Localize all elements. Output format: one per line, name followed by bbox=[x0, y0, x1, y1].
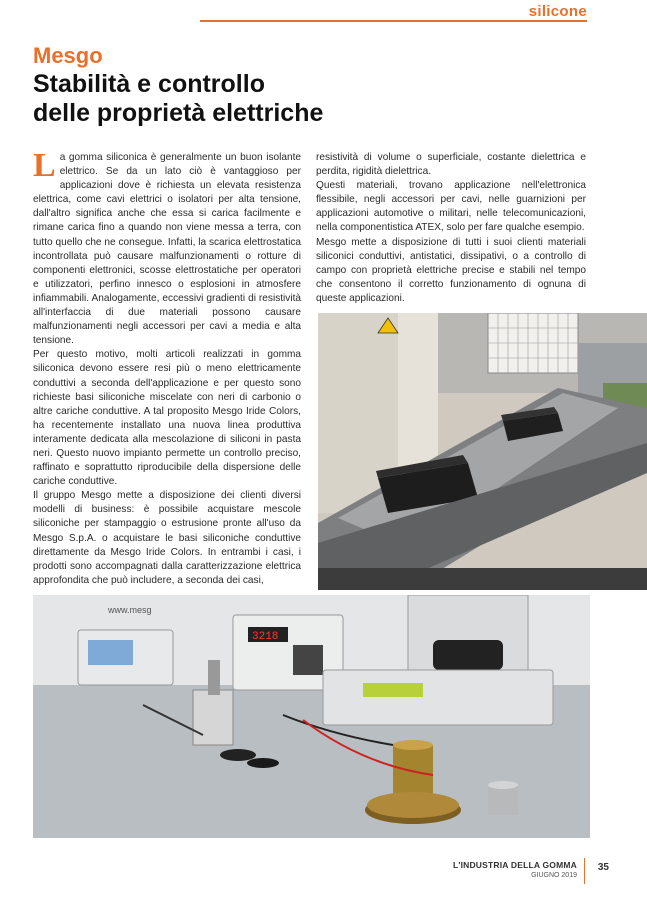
section-label: silicone bbox=[519, 3, 587, 20]
company-name: Mesgo bbox=[33, 43, 103, 68]
conveyor-illustration bbox=[318, 313, 647, 590]
wall-sign-text: www.mesg bbox=[108, 605, 152, 615]
section-rule bbox=[200, 20, 587, 22]
magazine-name: L'INDUSTRIA DELLA GOMMA bbox=[452, 860, 577, 870]
paragraph: Questi materiali, trovano applicazione nell'elettronica flessibile, negli accessori per cavi, nelle guarnizioni per applicazioni automotive o militari, nelle telecomunicazioni, nella componentistica ATEX, solo per fare qualche esempio. bbox=[316, 180, 586, 234]
lab-display-readout: 3218 bbox=[252, 631, 279, 643]
title-line-2: delle proprietà elettriche bbox=[33, 99, 324, 127]
drop-cap: L bbox=[33, 147, 56, 184]
title-line-1: Stabilità e controllo bbox=[33, 70, 265, 98]
article-title bbox=[33, 70, 453, 128]
section-header bbox=[0, 0, 647, 28]
page-footer bbox=[0, 850, 647, 890]
lab-illustration bbox=[33, 595, 590, 838]
paragraph: Per questo motivo, molti articoli realizzati in gomma siliconica devono essere resi più o meno elettricamente conduttivi a seconda dell'applicazione e per questo sono richieste basi siliconiche miscelate con neri di carbonio o altre cariche conduttive. A tal proposito Mesgo Iride Colors, ha recentemente installato una nuova linea produttiva interamente dedicata alla mescolazione di siliconi in pasta neri. Questo nuovo impianto permette un controllo preciso, raffinato e soprattutto riproducibile della dispersione delle cariche conduttive. bbox=[33, 349, 301, 488]
page-number: 35 bbox=[597, 862, 609, 873]
paragraph: resistività di volume o superficiale, costante dielettrica e perdita, rigidità dielettrica. bbox=[316, 152, 586, 178]
paragraph: Mesgo mette a disposizione di tutti i suoi clienti materiali siliconici conduttivi, antistatici, dissipativi, o a controllo di campo con proprietà elettriche precise e stabili nel tempo che consentono il corretto funzionamento di ognuna di queste applicazioni. bbox=[316, 236, 586, 304]
text-column-1 bbox=[33, 147, 301, 588]
issue-date: GIUGNO 2019 bbox=[531, 872, 577, 879]
paragraph: La gomma siliconica è generalmente un buon isolante elettrico. Se da un lato ciò è vantaggioso per applicazioni dove è richiesta un elevata resistenza elettrica, come cavi elettrici o isolatori per alta tensione, dall'altro significa anche che essa si carica facilmente e rimane carica fino a quando non viene messa a terra, con tutto quello che ne consegue. Infatti, la scarica elettrostatica incontrollata può causare malfunzionamenti o rotture di componenti elettronici, scosse elettrostatiche per operatori e utilizzatori, perfino innesco o esplosioni in atmosfere infiammabili. Analogamente, eccessivi gradienti di resistività all'interfaccia di due materiali possono causare malfunzionamenti negli accessori per cavi a media e alta tensione. bbox=[33, 147, 301, 347]
footer-divider bbox=[584, 858, 585, 884]
text-column-2 bbox=[316, 151, 586, 306]
conveyor-line-photo bbox=[318, 313, 647, 590]
paragraph: Il gruppo Mesgo mette a disposizione dei clienti diversi modelli di business: è possibile acquistare mescole siliconiche per stampaggio o estrusione pronte all'uso da Mesgo S.p.A. o acquistare le basi siliconiche conduttive direttamente da Mesgo Iride Colors. In entrambi i casi, i prodotti sono accompagnati dalla caratterizzazione elettrica approfondita che può includere, a seconda dei casi, bbox=[33, 490, 301, 586]
lab-equipment-photo bbox=[33, 595, 590, 838]
